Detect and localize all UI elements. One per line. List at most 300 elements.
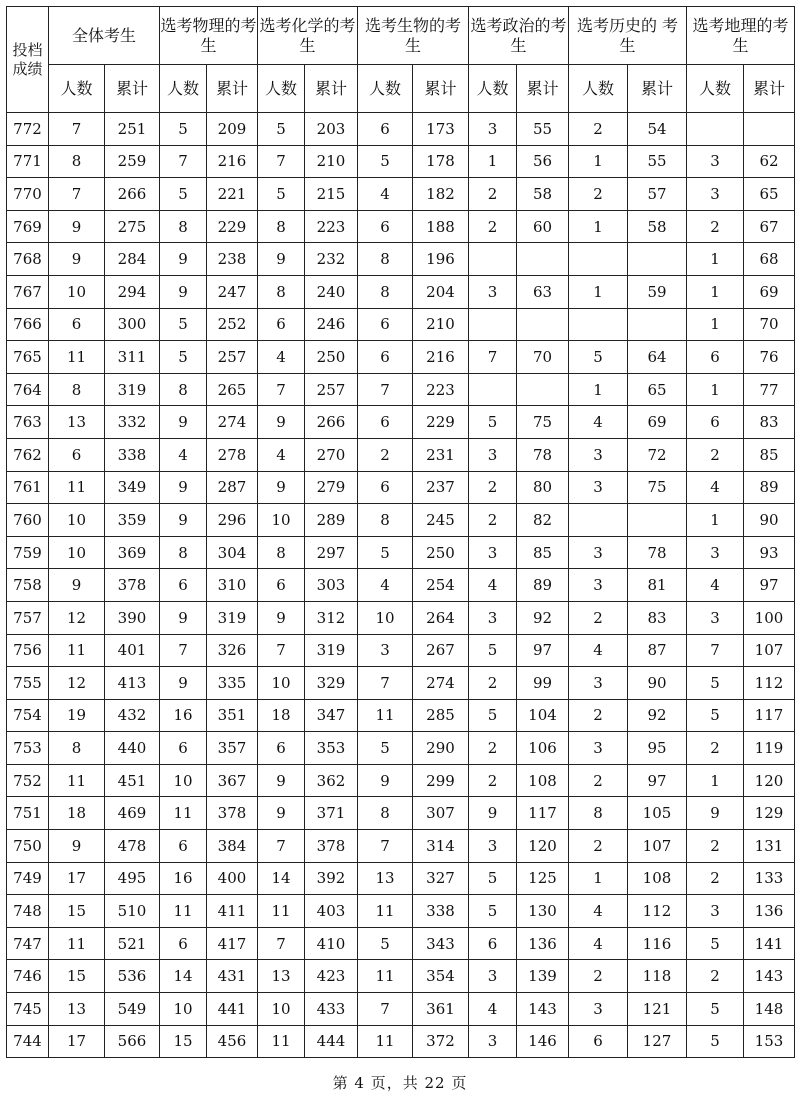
count-cell: 2 <box>687 830 744 863</box>
table-body <box>7 113 795 1058</box>
count-cell: 11 <box>258 895 305 928</box>
count-cell <box>569 504 628 537</box>
count-cell: 5 <box>469 406 517 439</box>
page-footer: 第 4 页，共 22 页 <box>332 1074 468 1092</box>
count-cell: 5 <box>358 732 413 765</box>
cumulative-cell: 55 <box>628 145 687 178</box>
count-cell: 1 <box>687 243 744 276</box>
cumulative-cell: 81 <box>628 569 687 602</box>
count-cell: 3 <box>569 536 628 569</box>
count-cell: 6 <box>358 406 413 439</box>
count-cell: 5 <box>687 993 744 1026</box>
cumulative-cell: 378 <box>105 569 160 602</box>
score-cell: 767 <box>7 275 49 308</box>
cumulative-cell: 83 <box>744 406 795 439</box>
cumulative-cell <box>744 113 795 146</box>
score-cell: 763 <box>7 406 49 439</box>
cumulative-cell: 55 <box>517 113 569 146</box>
count-cell: 3 <box>569 569 628 602</box>
count-cell: 9 <box>687 797 744 830</box>
count-cell: 3 <box>687 145 744 178</box>
count-cell: 9 <box>160 601 207 634</box>
score-cell: 754 <box>7 699 49 732</box>
cumulative-cell <box>517 373 569 406</box>
count-cell: 14 <box>258 862 305 895</box>
count-cell: 10 <box>49 504 105 537</box>
count-cell: 10 <box>258 504 305 537</box>
count-cell: 5 <box>258 178 305 211</box>
cumulative-cell: 120 <box>744 764 795 797</box>
cumulative-cell: 97 <box>517 634 569 667</box>
cumulative-cell: 64 <box>628 341 687 374</box>
cumulative-cell: 311 <box>105 341 160 374</box>
score-cell: 760 <box>7 504 49 537</box>
count-cell <box>687 113 744 146</box>
count-cell: 1 <box>687 275 744 308</box>
cumulative-cell: 119 <box>744 732 795 765</box>
count-cell: 3 <box>687 536 744 569</box>
score-cell: 751 <box>7 797 49 830</box>
count-cell: 6 <box>160 569 207 602</box>
count-cell: 7 <box>258 373 305 406</box>
table-row <box>7 178 795 211</box>
cumulative-cell: 338 <box>105 438 160 471</box>
count-cell: 3 <box>569 438 628 471</box>
cumulative-cell: 246 <box>305 308 358 341</box>
count-cell: 7 <box>358 373 413 406</box>
count-cell: 7 <box>358 830 413 863</box>
count-cell: 1 <box>687 764 744 797</box>
count-cell: 1 <box>569 862 628 895</box>
count-cell: 1 <box>687 504 744 537</box>
count-cell: 6 <box>358 341 413 374</box>
cumulative-cell: 216 <box>413 341 469 374</box>
count-cell <box>469 243 517 276</box>
cumulative-cell: 143 <box>517 993 569 1026</box>
count-cell: 9 <box>469 797 517 830</box>
cumulative-cell: 209 <box>207 113 258 146</box>
table-row <box>7 210 795 243</box>
cumulative-cell: 108 <box>628 862 687 895</box>
cumulative-cell: 229 <box>413 406 469 439</box>
cumulative-cell: 118 <box>628 960 687 993</box>
count-cell: 7 <box>49 113 105 146</box>
table-row <box>7 895 795 928</box>
cumulative-cell: 59 <box>628 275 687 308</box>
count-cell: 1 <box>569 145 628 178</box>
count-cell: 9 <box>160 471 207 504</box>
cumulative-cell: 310 <box>207 569 258 602</box>
count-cell <box>569 243 628 276</box>
table-row <box>7 993 795 1026</box>
count-cell: 9 <box>160 406 207 439</box>
count-cell: 3 <box>469 830 517 863</box>
group-header-physics: 选考物理的考生 <box>160 7 258 65</box>
score-cell: 759 <box>7 536 49 569</box>
cumulative-cell: 347 <box>305 699 358 732</box>
cumulative-cell: 326 <box>207 634 258 667</box>
count-cell: 18 <box>258 699 305 732</box>
cumulative-cell <box>628 504 687 537</box>
count-cell: 7 <box>687 634 744 667</box>
cumulative-cell: 284 <box>105 243 160 276</box>
count-cell: 10 <box>49 536 105 569</box>
cumulative-cell: 254 <box>413 569 469 602</box>
count-cell: 8 <box>358 243 413 276</box>
cumulative-cell <box>517 243 569 276</box>
cumulative-cell: 89 <box>744 471 795 504</box>
cumulative-cell: 279 <box>305 471 358 504</box>
count-cell: 11 <box>49 341 105 374</box>
count-cell: 2 <box>569 601 628 634</box>
count-cell: 12 <box>49 601 105 634</box>
count-cell: 3 <box>358 634 413 667</box>
count-cell: 13 <box>49 406 105 439</box>
cumulative-cell: 106 <box>517 732 569 765</box>
count-cell: 4 <box>160 438 207 471</box>
table-row <box>7 667 795 700</box>
count-cell: 9 <box>49 569 105 602</box>
cumulative-cell: 392 <box>305 862 358 895</box>
cumulative-cell: 433 <box>305 993 358 1026</box>
cumulative-cell: 495 <box>105 862 160 895</box>
cumulative-cell: 390 <box>105 601 160 634</box>
count-cell: 5 <box>160 113 207 146</box>
count-cell: 5 <box>469 634 517 667</box>
count-cell: 2 <box>569 830 628 863</box>
count-cell: 2 <box>469 178 517 211</box>
table-row <box>7 504 795 537</box>
count-cell: 11 <box>49 927 105 960</box>
count-cell <box>469 308 517 341</box>
score-cell: 750 <box>7 830 49 863</box>
count-cell: 2 <box>469 732 517 765</box>
count-cell: 1 <box>687 308 744 341</box>
cumulative-cell: 349 <box>105 471 160 504</box>
count-cell: 5 <box>687 667 744 700</box>
count-cell: 9 <box>258 764 305 797</box>
cumulative-cell: 82 <box>517 504 569 537</box>
sub-header-count: 人数 <box>49 65 105 113</box>
group-header-politics: 选考政治的考生 <box>469 7 569 65</box>
cumulative-cell: 78 <box>628 536 687 569</box>
cumulative-cell: 451 <box>105 764 160 797</box>
cumulative-cell: 99 <box>517 667 569 700</box>
table-row <box>7 113 795 146</box>
count-cell: 2 <box>569 113 628 146</box>
sub-header-count: 人数 <box>258 65 305 113</box>
count-cell: 8 <box>358 797 413 830</box>
count-cell: 4 <box>469 569 517 602</box>
cumulative-cell: 361 <box>413 993 469 1026</box>
table-row <box>7 275 795 308</box>
count-cell: 8 <box>49 145 105 178</box>
score-cell: 752 <box>7 764 49 797</box>
sub-header-cumulative: 累计 <box>413 65 469 113</box>
count-cell: 4 <box>687 569 744 602</box>
cumulative-cell: 107 <box>628 830 687 863</box>
cumulative-cell: 357 <box>207 732 258 765</box>
sub-header-cumulative: 累计 <box>305 65 358 113</box>
count-cell: 1 <box>469 145 517 178</box>
count-cell: 2 <box>469 504 517 537</box>
count-cell: 6 <box>358 113 413 146</box>
count-cell: 8 <box>569 797 628 830</box>
cumulative-cell: 83 <box>628 601 687 634</box>
cumulative-cell: 97 <box>744 569 795 602</box>
score-cell: 757 <box>7 601 49 634</box>
table-row <box>7 569 795 602</box>
sub-header-count: 人数 <box>160 65 207 113</box>
cumulative-cell: 141 <box>744 927 795 960</box>
table-row <box>7 373 795 406</box>
cumulative-cell: 65 <box>628 373 687 406</box>
count-cell: 11 <box>358 699 413 732</box>
count-cell: 1 <box>687 373 744 406</box>
score-distribution-table <box>6 6 795 1058</box>
count-cell: 11 <box>358 960 413 993</box>
score-cell: 764 <box>7 373 49 406</box>
cumulative-cell: 143 <box>744 960 795 993</box>
cumulative-cell: 327 <box>413 862 469 895</box>
cumulative-cell: 275 <box>105 210 160 243</box>
count-cell: 10 <box>258 993 305 1026</box>
count-cell: 1 <box>569 275 628 308</box>
cumulative-cell: 108 <box>517 764 569 797</box>
score-cell: 765 <box>7 341 49 374</box>
cumulative-cell: 223 <box>305 210 358 243</box>
cumulative-cell: 299 <box>413 764 469 797</box>
count-cell: 11 <box>49 471 105 504</box>
count-cell: 1 <box>569 210 628 243</box>
count-cell: 15 <box>49 960 105 993</box>
count-cell: 3 <box>469 113 517 146</box>
cumulative-cell: 76 <box>744 341 795 374</box>
count-cell: 17 <box>49 862 105 895</box>
cumulative-cell: 353 <box>305 732 358 765</box>
count-cell: 5 <box>358 145 413 178</box>
count-cell: 3 <box>469 438 517 471</box>
count-cell: 4 <box>687 471 744 504</box>
cumulative-cell: 125 <box>517 862 569 895</box>
count-cell: 19 <box>49 699 105 732</box>
count-cell: 2 <box>569 960 628 993</box>
count-cell: 8 <box>358 275 413 308</box>
cumulative-cell: 57 <box>628 178 687 211</box>
cumulative-cell: 444 <box>305 1025 358 1058</box>
cumulative-cell: 371 <box>305 797 358 830</box>
count-cell: 3 <box>469 960 517 993</box>
cumulative-cell: 231 <box>413 438 469 471</box>
score-cell: 758 <box>7 569 49 602</box>
cumulative-cell: 117 <box>744 699 795 732</box>
cumulative-cell: 266 <box>305 406 358 439</box>
group-header-geography: 选考地理的考生 <box>687 7 795 65</box>
score-cell: 771 <box>7 145 49 178</box>
table-row <box>7 797 795 830</box>
cumulative-cell: 378 <box>207 797 258 830</box>
count-cell: 4 <box>258 341 305 374</box>
cumulative-cell: 359 <box>105 504 160 537</box>
cumulative-cell: 188 <box>413 210 469 243</box>
table-row <box>7 634 795 667</box>
score-cell: 769 <box>7 210 49 243</box>
cumulative-cell: 117 <box>517 797 569 830</box>
cumulative-cell: 536 <box>105 960 160 993</box>
table-row <box>7 764 795 797</box>
count-cell: 11 <box>358 1025 413 1058</box>
cumulative-cell: 549 <box>105 993 160 1026</box>
count-cell: 7 <box>160 634 207 667</box>
count-cell: 11 <box>258 1025 305 1058</box>
count-cell: 6 <box>358 471 413 504</box>
cumulative-cell: 93 <box>744 536 795 569</box>
table-row <box>7 438 795 471</box>
cumulative-cell: 566 <box>105 1025 160 1058</box>
cumulative-cell: 251 <box>105 113 160 146</box>
count-cell: 11 <box>49 764 105 797</box>
cumulative-cell: 65 <box>744 178 795 211</box>
count-cell: 7 <box>160 145 207 178</box>
count-cell: 4 <box>569 634 628 667</box>
count-cell: 5 <box>469 699 517 732</box>
table-row <box>7 1025 795 1058</box>
count-cell: 5 <box>687 927 744 960</box>
cumulative-cell: 127 <box>628 1025 687 1058</box>
count-cell: 3 <box>469 1025 517 1058</box>
count-cell: 9 <box>258 406 305 439</box>
count-cell: 10 <box>160 993 207 1026</box>
cumulative-cell: 307 <box>413 797 469 830</box>
count-cell: 9 <box>258 471 305 504</box>
cumulative-cell: 139 <box>517 960 569 993</box>
count-cell: 10 <box>258 667 305 700</box>
count-cell: 6 <box>469 927 517 960</box>
score-cell: 744 <box>7 1025 49 1058</box>
count-cell: 7 <box>358 993 413 1026</box>
sub-header-cumulative: 累计 <box>744 65 795 113</box>
cumulative-cell: 136 <box>744 895 795 928</box>
cumulative-cell: 378 <box>305 830 358 863</box>
count-cell: 4 <box>258 438 305 471</box>
cumulative-cell: 70 <box>517 341 569 374</box>
cumulative-cell: 54 <box>628 113 687 146</box>
cumulative-cell: 89 <box>517 569 569 602</box>
cumulative-cell: 70 <box>744 308 795 341</box>
sub-header-count: 人数 <box>687 65 744 113</box>
count-cell <box>569 308 628 341</box>
sub-header-cumulative: 累计 <box>207 65 258 113</box>
count-cell: 3 <box>687 895 744 928</box>
cumulative-cell: 400 <box>207 862 258 895</box>
cumulative-cell: 266 <box>105 178 160 211</box>
cumulative-cell: 245 <box>413 504 469 537</box>
count-cell: 5 <box>469 862 517 895</box>
count-cell: 7 <box>469 341 517 374</box>
count-cell: 3 <box>687 601 744 634</box>
count-cell: 6 <box>160 732 207 765</box>
cumulative-cell: 215 <box>305 178 358 211</box>
cumulative-cell: 58 <box>628 210 687 243</box>
score-cell: 746 <box>7 960 49 993</box>
cumulative-cell: 265 <box>207 373 258 406</box>
count-cell: 5 <box>687 699 744 732</box>
count-cell: 5 <box>569 341 628 374</box>
cumulative-cell: 210 <box>413 308 469 341</box>
cumulative-cell: 372 <box>413 1025 469 1058</box>
count-cell: 2 <box>358 438 413 471</box>
score-cell: 745 <box>7 993 49 1026</box>
count-cell: 11 <box>160 895 207 928</box>
cumulative-cell <box>628 308 687 341</box>
count-cell: 9 <box>160 243 207 276</box>
count-cell: 4 <box>569 895 628 928</box>
score-cell: 770 <box>7 178 49 211</box>
cumulative-cell: 60 <box>517 210 569 243</box>
count-cell: 4 <box>569 927 628 960</box>
cumulative-cell: 259 <box>105 145 160 178</box>
table-row <box>7 601 795 634</box>
sub-header-cumulative: 累计 <box>105 65 160 113</box>
cumulative-cell: 274 <box>413 667 469 700</box>
cumulative-cell: 104 <box>517 699 569 732</box>
count-cell: 4 <box>358 178 413 211</box>
count-cell: 2 <box>569 178 628 211</box>
cumulative-cell: 401 <box>105 634 160 667</box>
count-cell: 5 <box>687 1025 744 1058</box>
count-cell: 8 <box>160 373 207 406</box>
table-row <box>7 308 795 341</box>
cumulative-cell: 250 <box>305 341 358 374</box>
count-cell: 9 <box>358 764 413 797</box>
cumulative-cell: 403 <box>305 895 358 928</box>
table-row <box>7 536 795 569</box>
count-cell: 14 <box>160 960 207 993</box>
count-cell: 6 <box>258 732 305 765</box>
count-cell: 8 <box>258 275 305 308</box>
cumulative-cell: 148 <box>744 993 795 1026</box>
count-cell: 6 <box>160 927 207 960</box>
cumulative-cell: 250 <box>413 536 469 569</box>
count-cell: 2 <box>569 764 628 797</box>
count-cell: 7 <box>258 145 305 178</box>
group-header-chemistry: 选考化学的考生 <box>258 7 358 65</box>
score-cell: 766 <box>7 308 49 341</box>
count-cell: 3 <box>469 601 517 634</box>
table-row <box>7 862 795 895</box>
count-cell: 3 <box>569 993 628 1026</box>
cumulative-cell: 68 <box>744 243 795 276</box>
count-cell: 8 <box>358 504 413 537</box>
cumulative-cell: 411 <box>207 895 258 928</box>
cumulative-cell: 431 <box>207 960 258 993</box>
table-row <box>7 341 795 374</box>
count-cell: 11 <box>358 895 413 928</box>
cumulative-cell: 196 <box>413 243 469 276</box>
count-cell: 9 <box>49 243 105 276</box>
count-cell: 17 <box>49 1025 105 1058</box>
cumulative-cell: 274 <box>207 406 258 439</box>
count-cell: 6 <box>258 308 305 341</box>
count-cell: 2 <box>469 764 517 797</box>
table-row <box>7 699 795 732</box>
count-cell: 6 <box>687 341 744 374</box>
cumulative-cell: 136 <box>517 927 569 960</box>
count-cell: 3 <box>569 667 628 700</box>
cumulative-cell: 314 <box>413 830 469 863</box>
count-cell: 15 <box>160 1025 207 1058</box>
cumulative-cell: 287 <box>207 471 258 504</box>
